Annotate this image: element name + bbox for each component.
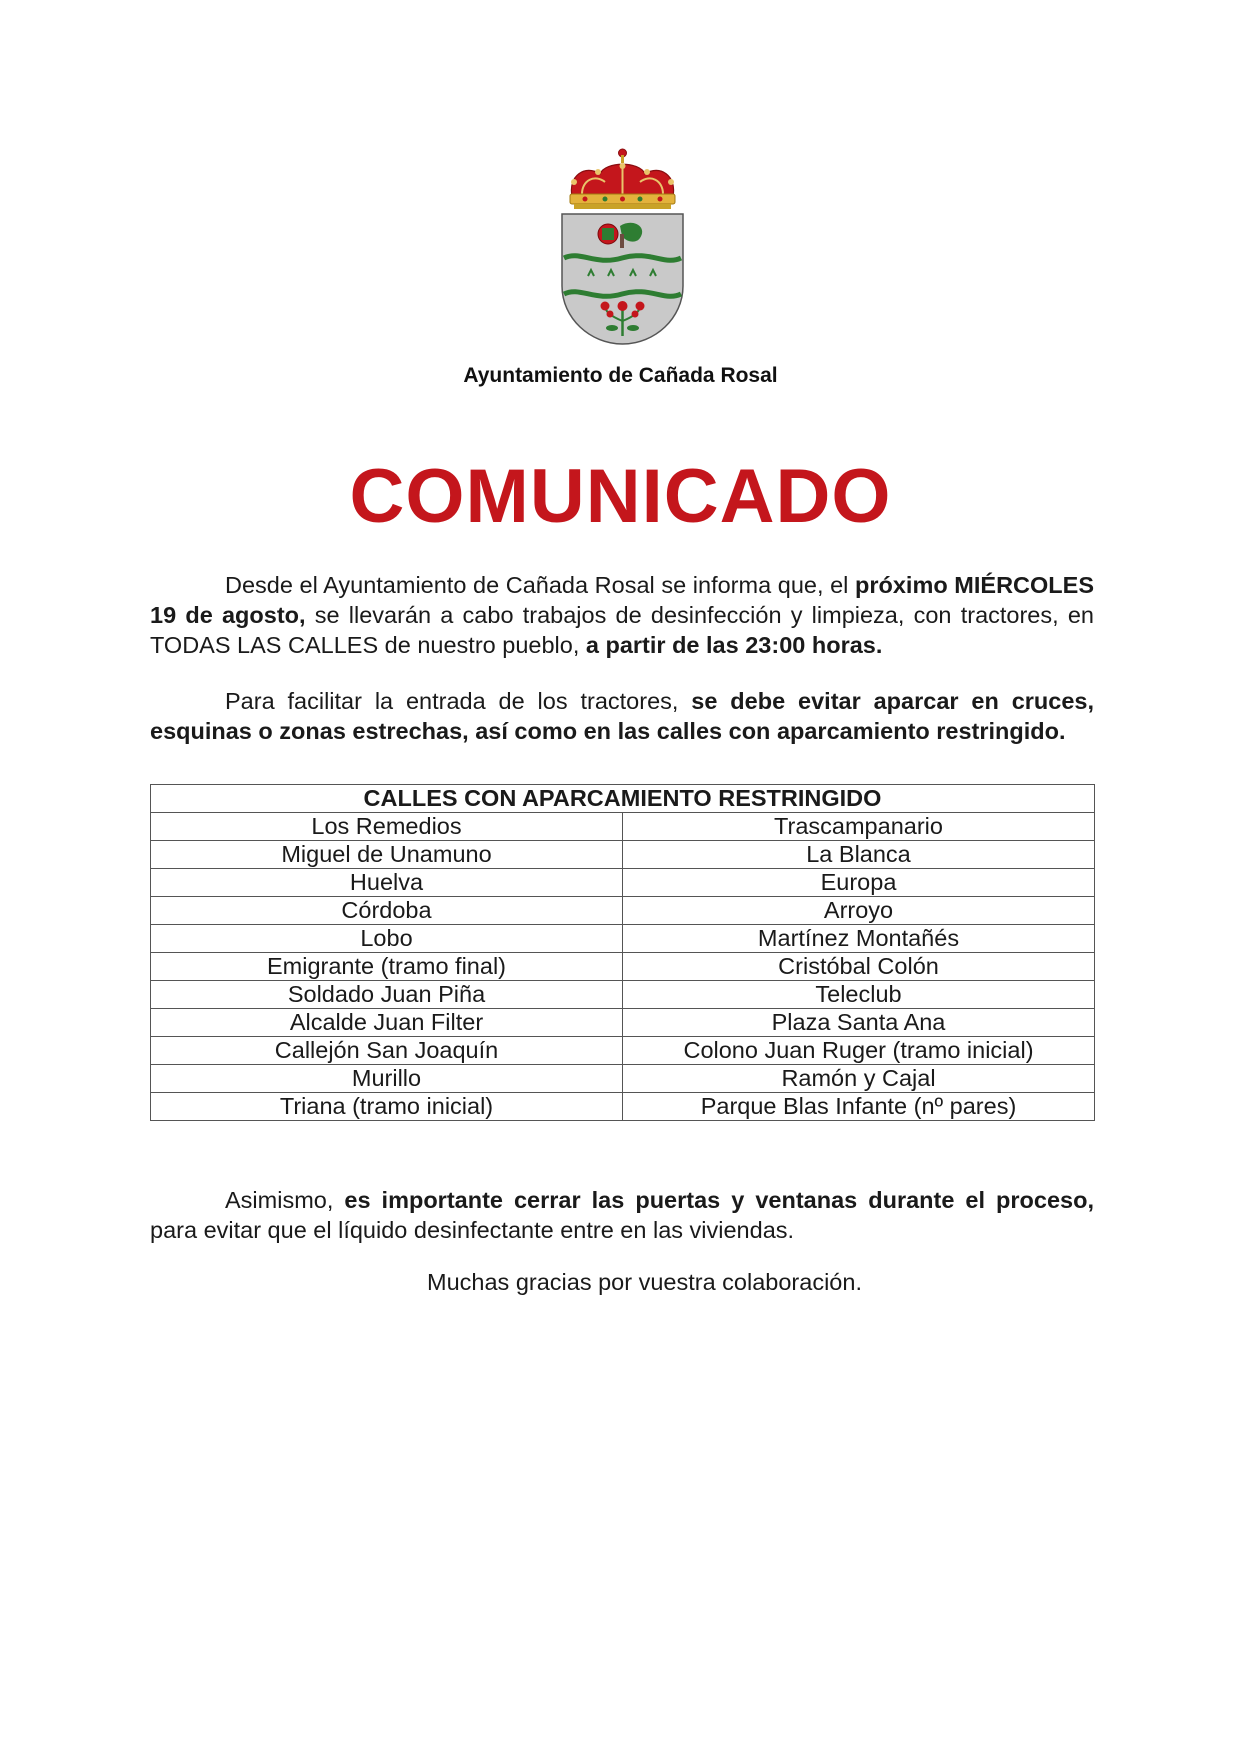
table-header: CALLES CON APARCAMIENTO RESTRINGIDO <box>151 785 1095 813</box>
crown-icon <box>570 149 675 209</box>
table-cell: Colono Juan Ruger (tramo inicial) <box>623 1037 1095 1065</box>
paragraph-bold-text: es importante cerrar las puertas y ventanas durante el proceso, <box>344 1187 1094 1213</box>
table-cell: La Blanca <box>623 841 1095 869</box>
table-cell: Murillo <box>151 1065 623 1093</box>
paragraph-bold-text: a partir de las 23:00 horas. <box>585 632 883 658</box>
closing-thanks: Muchas gracias por vuestra colaboración. <box>427 1269 862 1295</box>
paragraph-bold-text: próximo MIÉRCOLES 19 de agosto, <box>150 572 1095 628</box>
paragraph-announcement <box>150 570 1094 660</box>
paragraph-text: para evitar que el líquido desinfectante entre en las viviendas. <box>150 1217 795 1243</box>
table-row <box>151 1009 1095 1037</box>
table-row <box>151 841 1095 869</box>
table-cell: Triana (tramo inicial) <box>151 1093 623 1121</box>
table-cell: Europa <box>623 869 1095 897</box>
table-cell: Parque Blas Infante (nº pares) <box>623 1093 1095 1121</box>
organization-name: Ayuntamiento de Cañada Rosal <box>463 364 778 387</box>
table-cell: Ramón y Cajal <box>623 1065 1095 1093</box>
shield-icon <box>562 214 683 344</box>
paragraph-text: se llevarán a cabo trabajos de desinfección y limpieza, con tractores, en TODAS LAS CALLES de nuestro pueblo, <box>150 602 1095 658</box>
table-row <box>151 1065 1095 1093</box>
table-row <box>151 953 1095 981</box>
table-cell: Arroyo <box>623 897 1095 925</box>
table-cell: Lobo <box>151 925 623 953</box>
table-row <box>151 1093 1095 1121</box>
table-cell: Huelva <box>151 869 623 897</box>
restricted-parking-table <box>150 784 1095 1121</box>
table-cell: Los Remedios <box>151 813 623 841</box>
paragraph-bold-text: se debe evitar aparcar en cruces, esquinas o zonas estrechas, así como en las calles con aparcamiento restringido. <box>150 688 1094 744</box>
table-row <box>151 813 1095 841</box>
table-cell: Martínez Montañés <box>623 925 1095 953</box>
table-row <box>151 1037 1095 1065</box>
paragraph-text: Desde el Ayuntamiento de Cañada Rosal se informa que, el <box>225 572 855 598</box>
table-cell: Miguel de Unamuno <box>151 841 623 869</box>
table-row <box>151 897 1095 925</box>
coat-of-arms-icon <box>560 146 685 346</box>
paragraph-text: Asimismo, <box>225 1187 345 1213</box>
table-cell: Soldado Juan Piña <box>151 981 623 1009</box>
table-cell: Plaza Santa Ana <box>623 1009 1095 1037</box>
table-cell: Alcalde Juan Filter <box>151 1009 623 1037</box>
table-row <box>151 925 1095 953</box>
table-cell: Teleclub <box>623 981 1095 1009</box>
paragraph-text: Para facilitar la entrada de los tractores, <box>225 688 692 714</box>
table-cell: Cristóbal Colón <box>623 953 1095 981</box>
paragraph-parking <box>150 686 1094 746</box>
table-cell: Emigrante (tramo final) <box>151 953 623 981</box>
document-body <box>150 570 1094 1297</box>
table-cell: Córdoba <box>151 897 623 925</box>
table-row <box>151 869 1095 897</box>
paragraph-doors-windows <box>150 1185 1094 1245</box>
table-cell: Callejón San Joaquín <box>151 1037 623 1065</box>
table-row <box>151 981 1095 1009</box>
table-cell: Trascampanario <box>623 813 1095 841</box>
page-title: COMUNICADO <box>349 454 892 539</box>
